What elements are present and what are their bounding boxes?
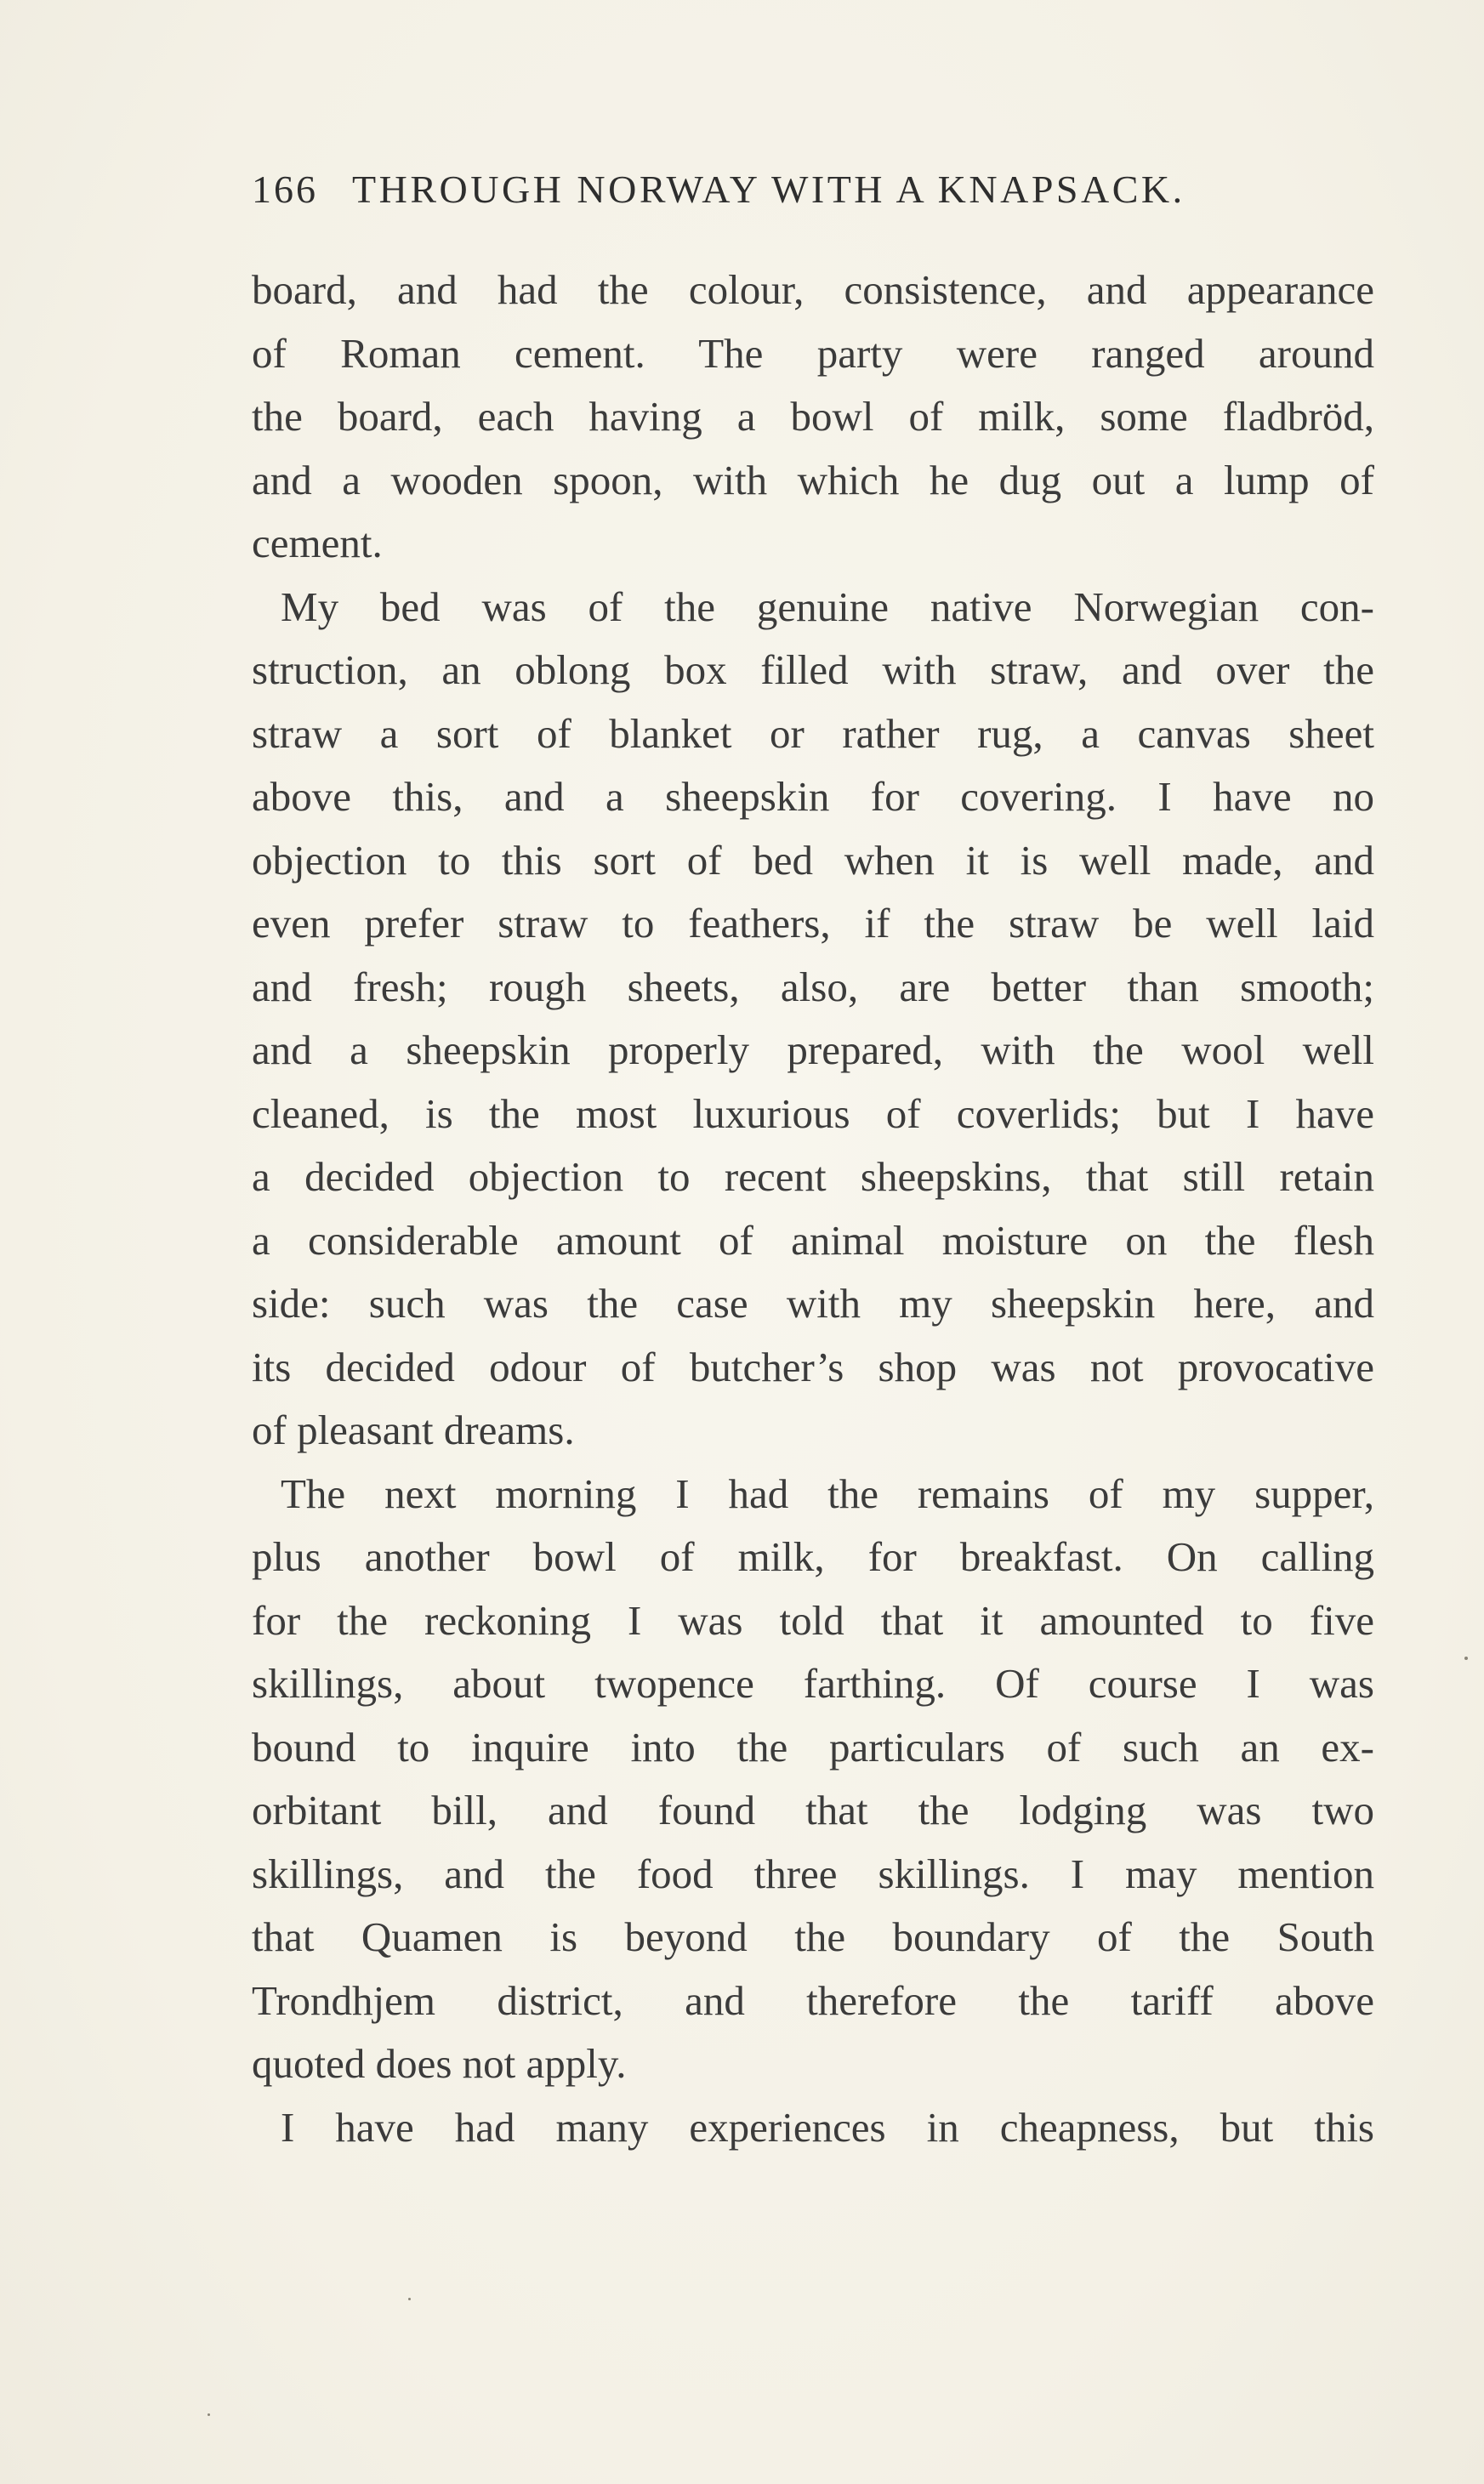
text-line: the board, each having a bowl of milk, some fladbröd, xyxy=(252,393,1374,440)
paragraph xyxy=(252,576,1374,1463)
text-line: board, and had the colour, consistence, and appearance xyxy=(252,266,1374,313)
paper-speck xyxy=(208,2413,210,2416)
text-line: skillings, about twopence farthing. Of course I was xyxy=(252,1660,1374,1707)
text-line: cleaned, is the most luxurious of coverlids; but I have xyxy=(252,1089,1374,1137)
text-line: and fresh; rough sheets, also, are better than smooth; xyxy=(252,963,1374,1010)
text-line: a considerable amount of animal moisture on the flesh xyxy=(252,1216,1374,1264)
text-line: cement. xyxy=(252,520,383,566)
text-line: that Quamen is beyond the boundary of the South xyxy=(252,1913,1374,1960)
text-line: I have had many experiences in cheapness, but this xyxy=(281,2103,1374,2151)
text-line: above this, and a sheepskin for covering. I have no xyxy=(252,773,1374,820)
page-number: 166 xyxy=(252,168,318,211)
text-line: a decided objection to recent sheepskins, that still retain xyxy=(252,1153,1374,1200)
text-line: quoted does not apply. xyxy=(252,2040,627,2087)
text-line: bound to inquire into the particulars of such an ex- xyxy=(252,1723,1374,1771)
text-line: side: such was the case with my sheepskin here, and xyxy=(252,1280,1374,1327)
paper-speck xyxy=(1464,1657,1468,1660)
text-line: objection to this sort of bed when it is well made, and xyxy=(252,836,1374,884)
text-line: of pleasant dreams. xyxy=(252,1407,575,1453)
text-line: of Roman cement. The party were ranged around xyxy=(252,329,1374,377)
text-line: for the reckoning I was told that it amounted to five xyxy=(252,1596,1374,1644)
text-line: Trondhjem district, and therefore the tariff above xyxy=(252,1976,1374,2024)
paragraph xyxy=(252,1463,1374,2096)
paragraph xyxy=(252,259,1374,576)
text-line: struction, an oblong box filled with straw, and over the xyxy=(252,646,1374,693)
running-title: THROUGH NORWAY WITH A KNAPSACK. xyxy=(352,168,1185,211)
text-line: skillings, and the food three skillings. I may mention xyxy=(252,1850,1374,1897)
text-line: My bed was of the genuine native Norwegian con- xyxy=(281,583,1374,630)
text-line: orbitant bill, and found that the lodging was two xyxy=(252,1787,1374,1833)
text-line: its decided odour of butcher’s shop was not provocative xyxy=(252,1343,1374,1390)
text-line: straw a sort of blanket or rather rug, a canvas sheet xyxy=(252,709,1374,757)
body-text xyxy=(252,259,1374,2159)
text-line: and a wooden spoon, with which he dug out a lump of xyxy=(252,456,1374,503)
text-line: even prefer straw to feathers, if the straw be well laid xyxy=(252,900,1374,946)
text-line: and a sheepskin properly prepared, with the wool well xyxy=(252,1026,1374,1073)
text-line: plus another bowl of milk, for breakfast. On calling xyxy=(252,1533,1374,1580)
paper-speck xyxy=(408,2298,411,2300)
text-line: The next morning I had the remains of my supper, xyxy=(281,1469,1374,1517)
paragraph xyxy=(252,2096,1374,2160)
page-header xyxy=(252,167,1247,226)
